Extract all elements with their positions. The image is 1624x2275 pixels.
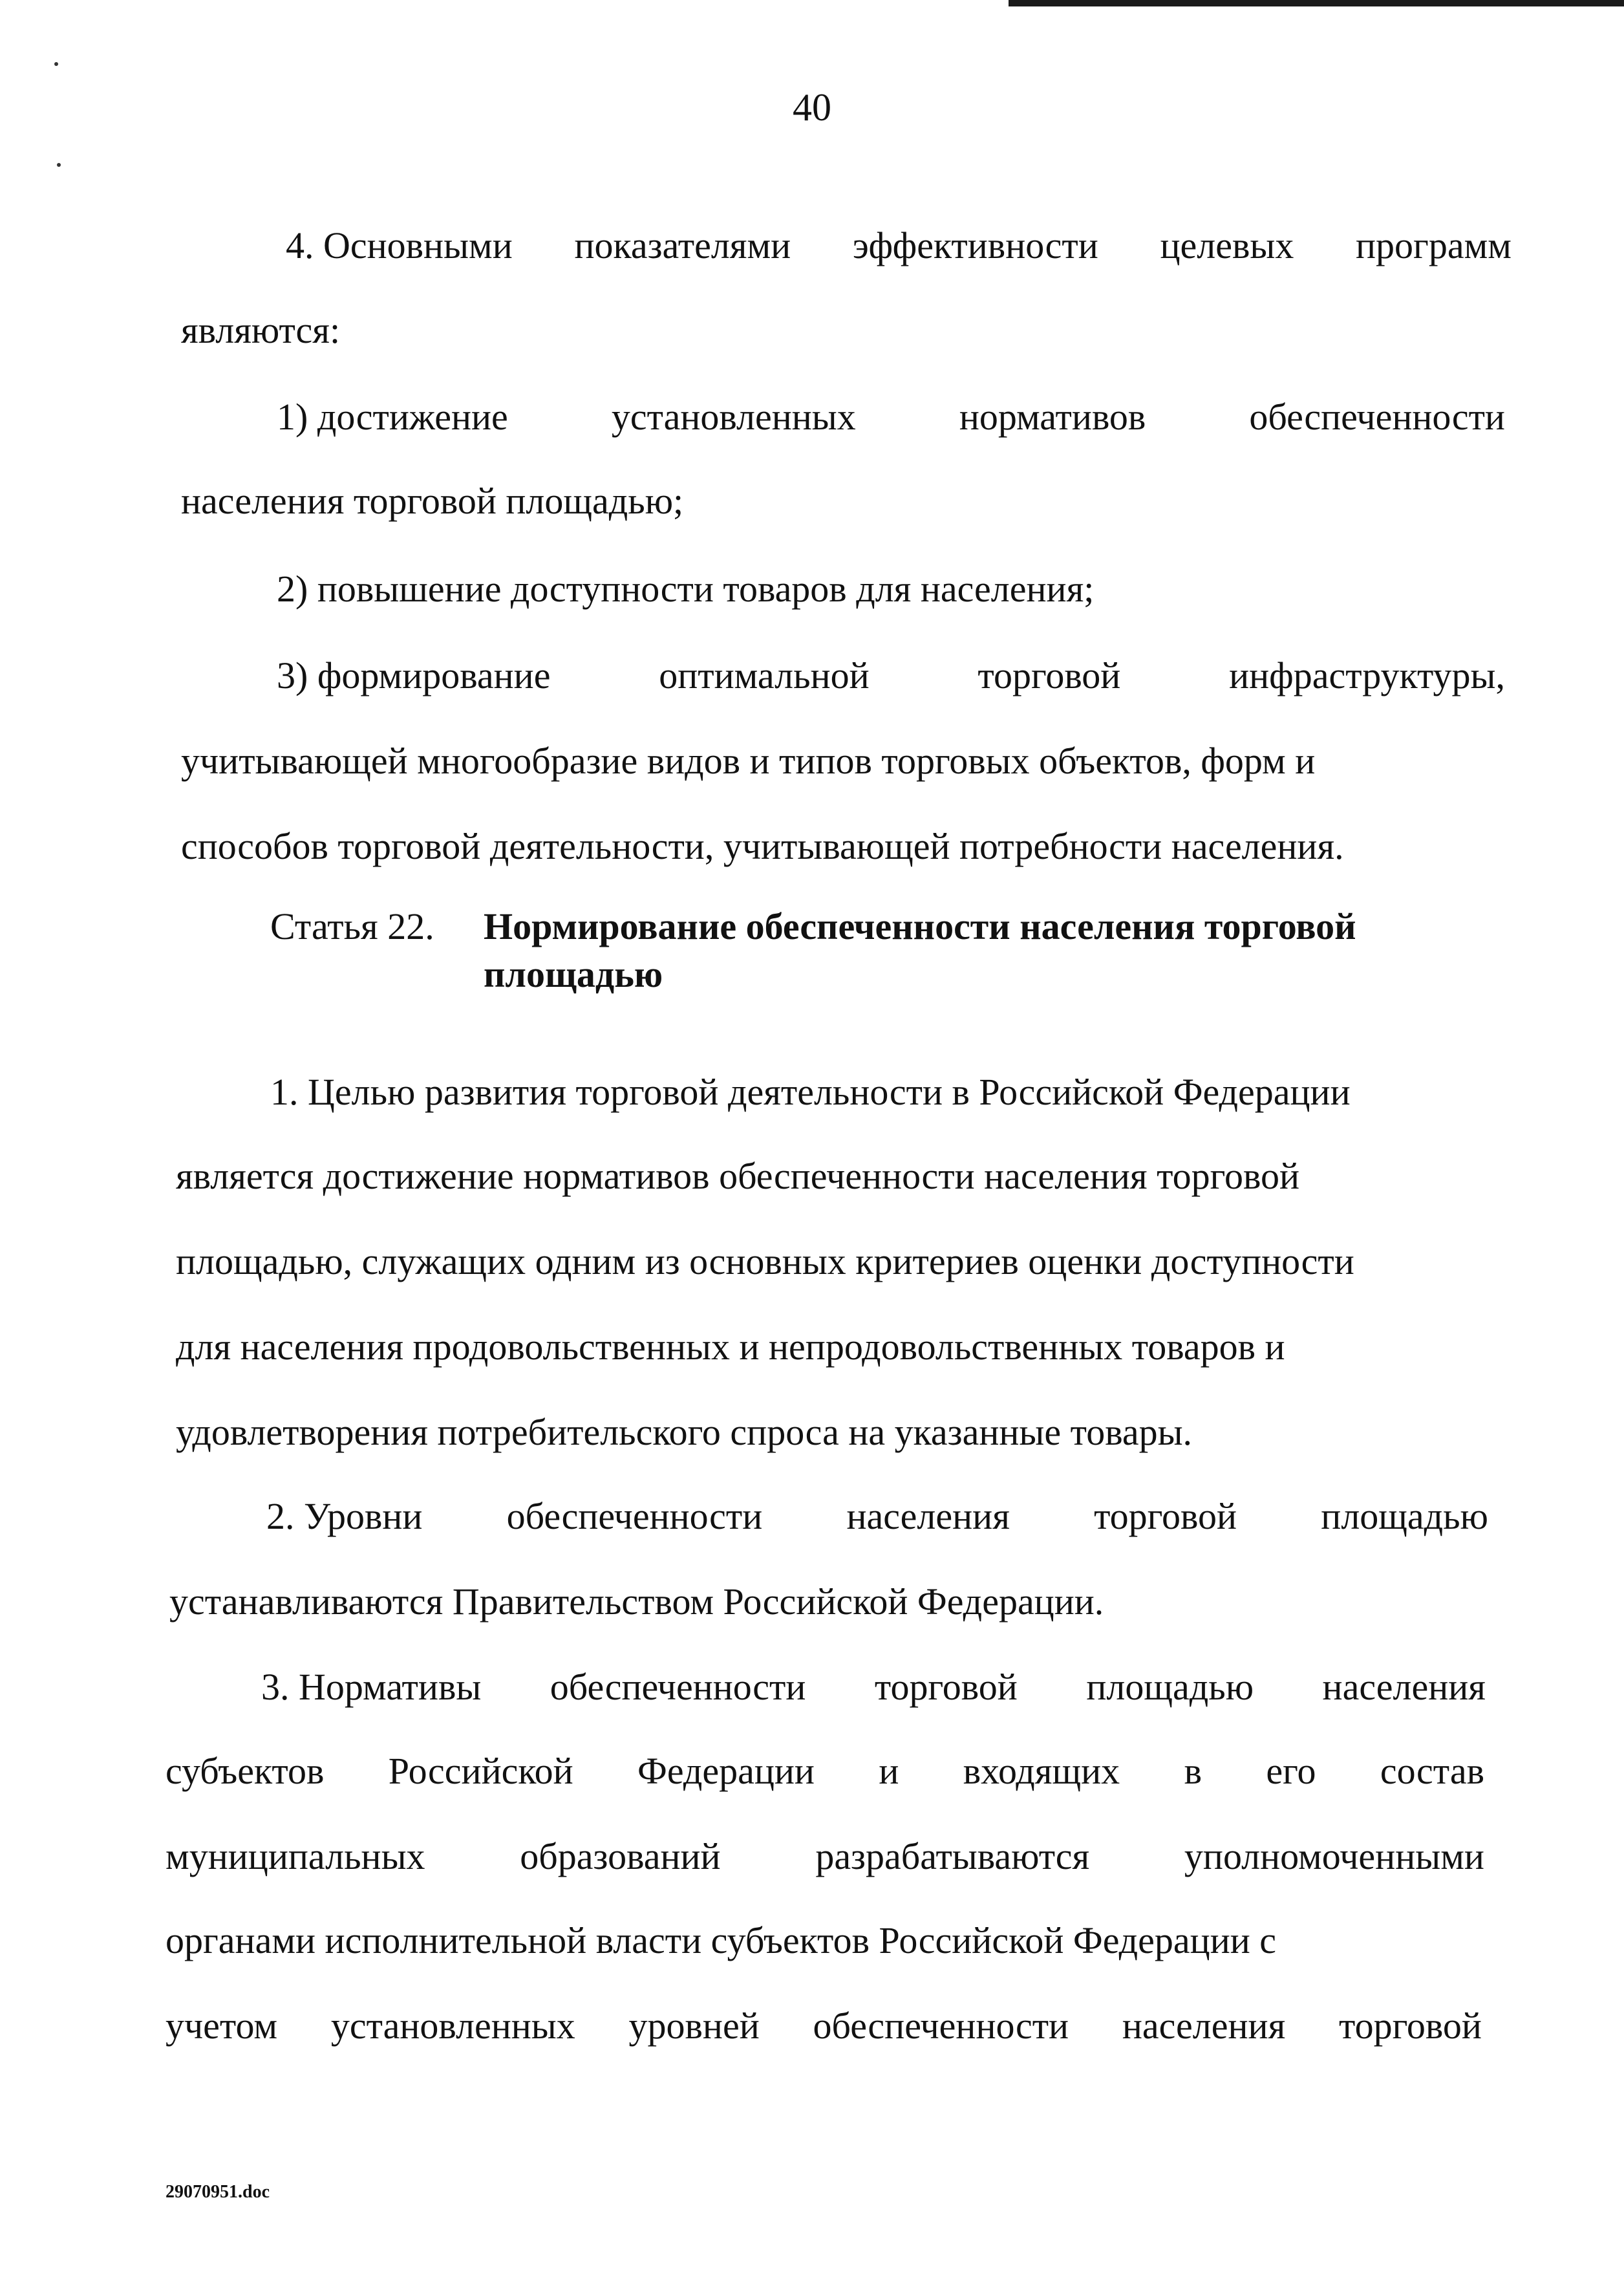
word: обеспеченности: [550, 1666, 806, 1708]
article-title-line-2: площадью: [484, 953, 663, 995]
word: обеспеченности: [813, 2005, 1069, 2047]
word: 3. Нормативы: [261, 1666, 482, 1708]
word: установленных: [611, 396, 856, 438]
word: оптимальной: [659, 654, 870, 696]
word: разрабатываются: [815, 1835, 1090, 1877]
article-title-line-1: Нормирование обеспеченности населения торговой: [484, 905, 1356, 947]
page-number: 40: [793, 86, 831, 129]
word: уполномоченными: [1184, 1835, 1484, 1877]
word: образований: [520, 1835, 721, 1877]
clause-1-line-5: удовлетворения потребительского спроса на указанные товары.: [176, 1411, 1193, 1453]
clause-3-line-2: [166, 1749, 1484, 1794]
clause-2-line-2: устанавливаются Правительством Российской Федерации.: [169, 1580, 1104, 1623]
word: показателями: [574, 224, 791, 266]
word: инфраструктуры,: [1229, 654, 1505, 696]
paragraph-4-line-2: являются:: [181, 309, 341, 351]
word: обеспеченности: [506, 1495, 763, 1537]
word: населения: [846, 1495, 1010, 1537]
clause-3-line-5: [166, 2003, 1482, 2049]
clause-1-line-1: 1. Целью развития торговой деятельности в Российской Федерации: [270, 1071, 1351, 1113]
word: населения: [1322, 1666, 1486, 1708]
word: эффективности: [852, 224, 1098, 266]
footer-filename: 29070951.doc: [166, 2182, 270, 2202]
word: в: [1184, 1750, 1202, 1792]
clause-1-line-4: для населения продовольственных и непродовольственных товаров и: [176, 1326, 1285, 1368]
item-3-line-1: [277, 653, 1505, 698]
word: состав: [1380, 1750, 1484, 1792]
article-label: Статья 22.: [270, 905, 434, 947]
word: торговой: [1339, 2005, 1482, 2047]
word: торговой: [1094, 1495, 1237, 1537]
clause-3-line-4: органами исполнительной власти субъектов Российской Федерации с: [166, 1919, 1277, 1961]
word: Федерации: [637, 1750, 815, 1792]
word: муниципальных: [166, 1835, 425, 1877]
scan-edge-line: [1009, 0, 1624, 6]
clause-2-line-1: [266, 1494, 1488, 1539]
word: торговой: [978, 654, 1121, 696]
item-3-line-3: способов торговой деятельности, учитывающей потребности населения.: [181, 825, 1344, 867]
word: Российской: [388, 1750, 573, 1792]
clause-3-line-1: [261, 1665, 1486, 1710]
word: населения: [1122, 2005, 1286, 2047]
word: площадью: [1321, 1495, 1488, 1537]
word: площадью: [1086, 1666, 1254, 1708]
item-2-line: 2) повышение доступности товаров для населения;: [277, 568, 1095, 610]
word: 1) достижение: [277, 396, 508, 438]
word: 4. Основными: [286, 224, 513, 266]
word: программ: [1356, 224, 1512, 266]
clause-1-line-3: площадью, служащих одним из основных критериев оценки доступности: [176, 1240, 1354, 1282]
item-1-line-1: [277, 394, 1505, 440]
word: нормативов: [959, 396, 1146, 438]
word: учетом: [166, 2005, 278, 2047]
word: субъектов: [166, 1750, 325, 1792]
word: торговой: [874, 1666, 1018, 1708]
word: и: [879, 1750, 899, 1792]
clause-1-line-2: является достижение нормативов обеспеченности населения торговой: [176, 1155, 1300, 1197]
paragraph-4-line-1: [286, 223, 1512, 268]
word: 2. Уровни: [266, 1495, 423, 1537]
word: его: [1266, 1750, 1316, 1792]
word: целевых: [1160, 224, 1294, 266]
word: установленных: [330, 2005, 575, 2047]
item-1-line-2: населения торговой площадью;: [181, 480, 684, 522]
scan-speck: [54, 62, 58, 66]
word: входящих: [963, 1750, 1120, 1792]
item-3-line-2: учитывающей многообразие видов и типов торговых объектов, форм и: [181, 740, 1316, 782]
clause-3-line-3: [166, 1834, 1484, 1879]
word: обеспеченности: [1249, 396, 1505, 438]
word: 3) формирование: [277, 654, 551, 696]
scan-speck: [57, 163, 61, 167]
word: уровней: [628, 2005, 760, 2047]
